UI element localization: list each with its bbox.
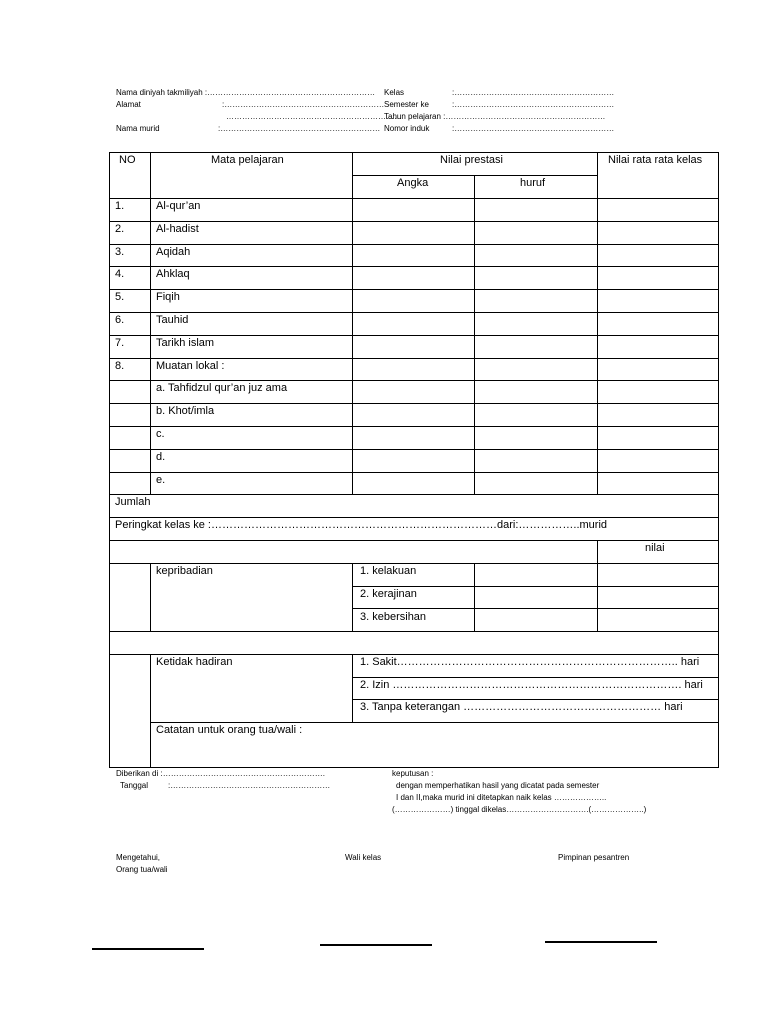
catatan-label: Catatan untuk orang tua/wali : — [156, 724, 303, 736]
row-number: 1. — [115, 200, 125, 212]
signature-line-parent — [92, 948, 204, 950]
ketidakhadiran-item: 2. Izin ……………………………………………………………………. hari — [360, 679, 703, 691]
keputusan-text: dengan memperhatikan hasil yang dicatat pada semester — [396, 781, 600, 790]
wali-kelas-label: Wali kelas — [345, 853, 382, 862]
subject-name: Fiqih — [156, 291, 180, 303]
row-number: 3. — [115, 246, 125, 258]
tahun-pelajaran-label: Tahun pelajaran :…………………………………………………… — [384, 112, 606, 121]
ketidakhadiran-label: Ketidak hadiran — [156, 656, 233, 668]
ketidakhadiran-item: 1. Sakit………………………………………………………………….. hari — [360, 656, 700, 668]
jumlah-label: Jumlah — [115, 496, 151, 508]
alamat-field: :…………………………………………………… — [222, 100, 385, 109]
subject-name: b. Khot/imla — [156, 405, 215, 417]
keputusan-text: I dan II,maka murid ini ditetapkan naik kelas ……………….. — [396, 793, 607, 802]
semester-field: :…………………………………………………… — [452, 100, 615, 109]
subject-name: Al-hadist — [156, 223, 199, 235]
kepribadian-item: 2. kerajinan — [360, 588, 417, 600]
row-number: 6. — [115, 314, 125, 326]
kepribadian-item: 1. kelakuan — [360, 565, 417, 577]
subject-name: Al-qur’an — [156, 200, 201, 212]
row-number: 8. — [115, 360, 125, 372]
alamat-field-2: ………………………………………………………… — [226, 112, 402, 121]
column-header-huruf: huruf — [520, 177, 546, 189]
keputusan-text: (…………………) tinggal dikelas………………………….(………………..) — [392, 805, 647, 814]
nama-murid-label: Nama murid — [116, 124, 160, 133]
column-header-nilai-rata-rata: Nilai rata rata kelas — [608, 154, 703, 166]
kelas-field: :…………………………………………………… — [452, 88, 615, 97]
signature-line-wali-kelas — [320, 944, 432, 946]
subject-name: e. — [156, 474, 166, 486]
subject-name: c. — [156, 428, 165, 440]
tanggal-field: :…………………………………………………… — [168, 781, 331, 790]
ketidakhadiran-item: 3. Tanpa keterangan ……………………………………………… hari — [360, 701, 683, 713]
tanggal-label: Tanggal — [120, 781, 149, 790]
nilai-header: nilai — [645, 542, 665, 554]
nama-diniyah-label: Nama diniyah takmiliyah :……………………………………………………… — [116, 88, 376, 97]
signature-line-pimpinan — [545, 941, 657, 943]
diberikan-di-label: Diberikan di :……………………………………………………. — [116, 769, 325, 778]
column-header-mata-pelajaran: Mata pelajaran — [211, 154, 284, 166]
subject-name: Tarikh islam — [156, 337, 215, 349]
keputusan-title: keputusan : — [392, 769, 434, 778]
subject-name: d. — [156, 451, 166, 463]
nomor-induk-field: :…………………………………………………… — [452, 124, 615, 133]
semester-label: Semester ke — [384, 100, 429, 109]
orang-tua-label: Orang tua/wali — [116, 865, 168, 874]
nomor-induk-label: Nomor induk — [384, 124, 430, 133]
column-header-nilai-prestasi: Nilai prestasi — [440, 154, 503, 166]
subject-name: Aqidah — [156, 246, 191, 258]
row-number: 7. — [115, 337, 125, 349]
row-number: 2. — [115, 223, 125, 235]
column-header-angka: Angka — [397, 177, 429, 189]
mengetahui-label: Mengetahui, — [116, 853, 161, 862]
subject-name: a. Tahfidzul qur’an juz ama — [156, 382, 288, 394]
subject-name: Tauhid — [156, 314, 189, 326]
alamat-label: Alamat — [116, 100, 141, 109]
subject-name: Muatan lokal : — [156, 360, 225, 372]
pimpinan-label: Pimpinan pesantren — [558, 853, 630, 862]
kepribadian-label: kepribadian — [156, 565, 213, 577]
peringkat-label: Peringkat kelas ke :……………………………………………………………………dari:……………..murid — [115, 519, 608, 531]
kelas-label: Kelas — [384, 88, 405, 97]
kepribadian-item: 3. kebersihan — [360, 611, 427, 623]
subject-name: Ahklaq — [156, 268, 190, 280]
row-number: 4. — [115, 268, 125, 280]
column-header-no: NO — [119, 154, 136, 166]
row-number: 5. — [115, 291, 125, 303]
nama-murid-field: :…………………………………………………… — [218, 124, 381, 133]
